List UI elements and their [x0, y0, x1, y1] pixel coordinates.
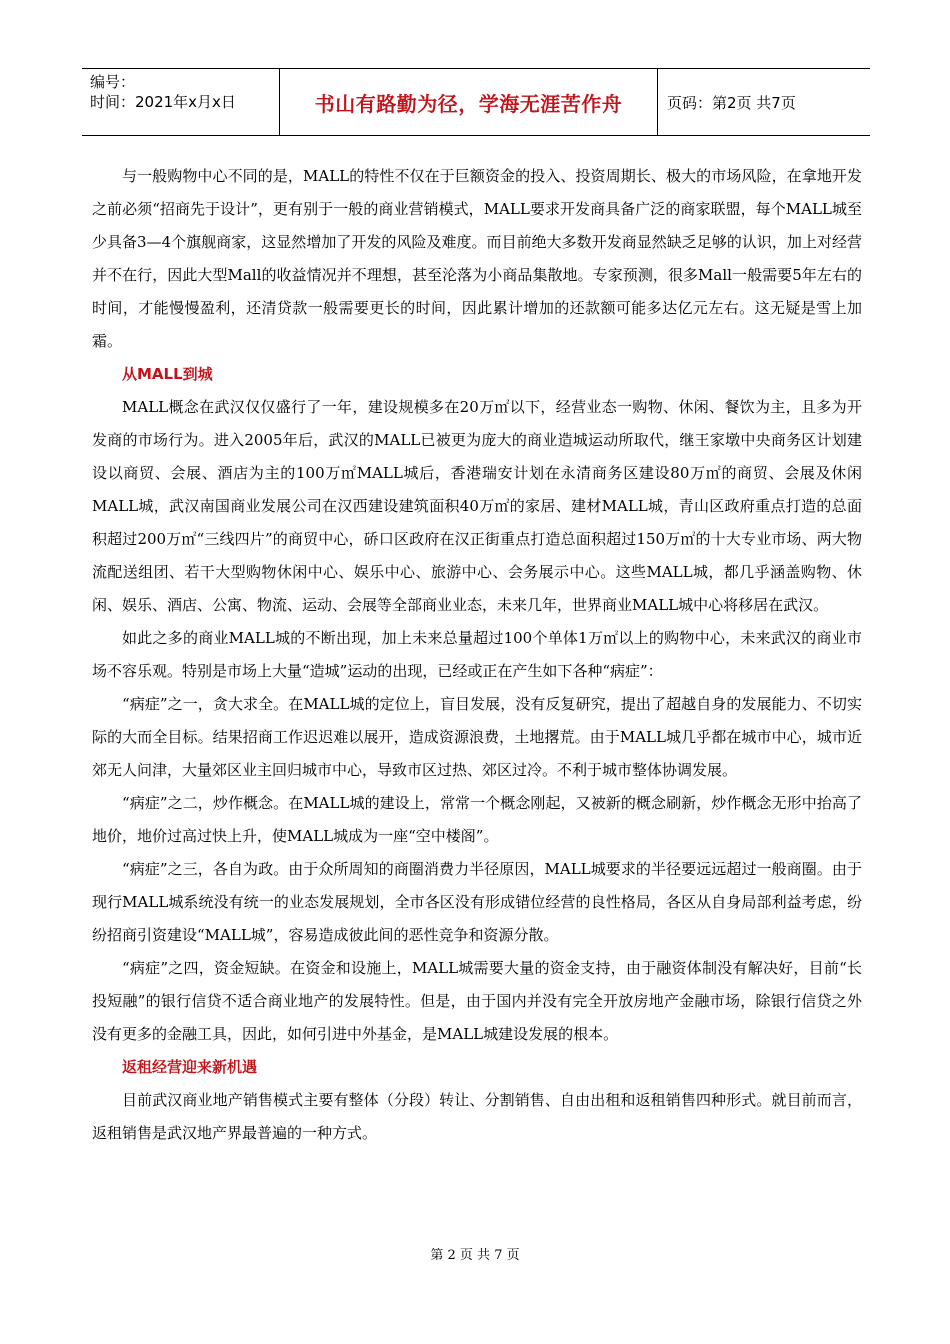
page-header [82, 68, 870, 136]
paragraph: MALL概念在武汉仅仅盛行了一年，建设规模多在20万㎡以下，经营业态一购物、休闲、餐饮为主，且多为开发商的市场行为。进入2005年后，武汉的MALL已被更为庞大的商业造城运动所取代，继王家墩中央商务区计划建设以商贸、会展、酒店为主的100万㎡MALL城后，香港瑞安计划在永清商务区建设80万㎡的商贸、会展及休闲MALL城，武汉南国商业发展公司在汉西建设建筑面积40万㎡的家居、建材MALL城，青山区政府重点打造的总面积超过200万㎡“三线四片”的商贸中心，硚口区政府在汉正街重点打造总面积超过150万㎡的十大专业市场、两大物流配送组团、若干大型购物休闲中心、娱乐中心、旅游中心、会务展示中心。这些MALL城，都几乎涵盖购物、休闲、娱乐、酒店、公寓、物流、运动、会展等全部商业业态，未来几年，世界商业MALL城中心将移居在武汉。 [92, 398, 862, 614]
paragraph: 与一般购物中心不同的是，MALL的特性不仅在于巨额资金的投入、投资周期长、极大的市场风险，在拿地开发之前必须“招商先于设计”，更有别于一般的商业营销模式，MALL要求开发商具备广泛的商家联盟，每个MALL城至少具备3—4个旗舰商家，这显然增加了开发的风险及难度。而目前绝大多数开发商显然缺乏足够的认识，加上对经营并不在行，因此大型Mall的收益情况并不理想，甚至沦落为小商品集散地。专家预测，很多Mall一般需要5年左右的时间，才能慢慢盈利，还清贷款一般需要更长的时间，因此累计增加的还款额可能多达亿元左右。这无疑是雪上加霜。 [92, 167, 862, 350]
section-heading: 返租经营迎来新机遇 [122, 1058, 258, 1076]
paragraph: “病症”之四，资金短缺。在资金和设施上，MALL城需要大量的资金支持，由于融资体制没有解决好，目前“长投短融”的银行信贷不适合商业地产的发展特性。但是，由于国内并没有完全开放房地产金融市场，除银行信贷之外没有更多的金融工具，因此，如何引进中外基金，是MALL城建设发展的根本。 [92, 959, 862, 1043]
document-time-label: 时间：2021年x月x日 [90, 93, 236, 111]
page-footer: 第 2 页 共 7 页 [430, 1248, 520, 1263]
section-heading: 从MALL到城 [122, 365, 213, 383]
header-page-number: 页码：第2页 共7页 [667, 93, 796, 112]
header-motto: 书山有路勤为径，学海无涯苦作舟 [280, 69, 658, 135]
paragraph: “病症”之二，炒作概念。在MALL城的建设上，常常一个概念刚起，又被新的概念刷新，炒作概念无形中抬高了地价，地价过高过快上升，使MALL城成为一座“空中楼阁”。 [92, 794, 862, 845]
paragraph: “病症”之一，贪大求全。在MALL城的定位上，盲目发展，没有反复研究，提出了超越自身的发展能力、不切实际的大而全目标。结果招商工作迟迟难以展开，造成资源浪费，土地撂荒。由于MALL城几乎都在城市中心，城市近郊无人问津，大量郊区业主回归城市中心，导致市区过热、郊区过冷。不利于城市整体协调发展。 [92, 695, 862, 779]
document-body [92, 160, 862, 1150]
document-number-label: 编号： [90, 73, 136, 91]
paragraph: “病症”之三，各自为政。由于众所周知的商圈消费力半径原因，MALL城要求的半径要远远超过一般商圈。由于现行MALL城系统没有统一的业态发展规划，全市各区没有形成错位经营的良性格局，各区从自身局部利益考虑，纷纷招商引资建设“MALL城”，容易造成彼此间的恶性竞争和资源分散。 [92, 860, 862, 944]
paragraph: 目前武汉商业地产销售模式主要有整体（分段）转让、分割销售、自由出租和返租销售四种形式。就目前而言，返租销售是武汉地产界最普遍的一种方式。 [92, 1091, 862, 1142]
header-meta [82, 69, 280, 135]
paragraph: 如此之多的商业MALL城的不断出现，加上未来总量超过100个单体1万㎡以上的购物中心，未来武汉的商业市场不容乐观。特别是市场上大量“造城”运动的出现，已经或正在产生如下各种“病症”： [92, 629, 862, 680]
